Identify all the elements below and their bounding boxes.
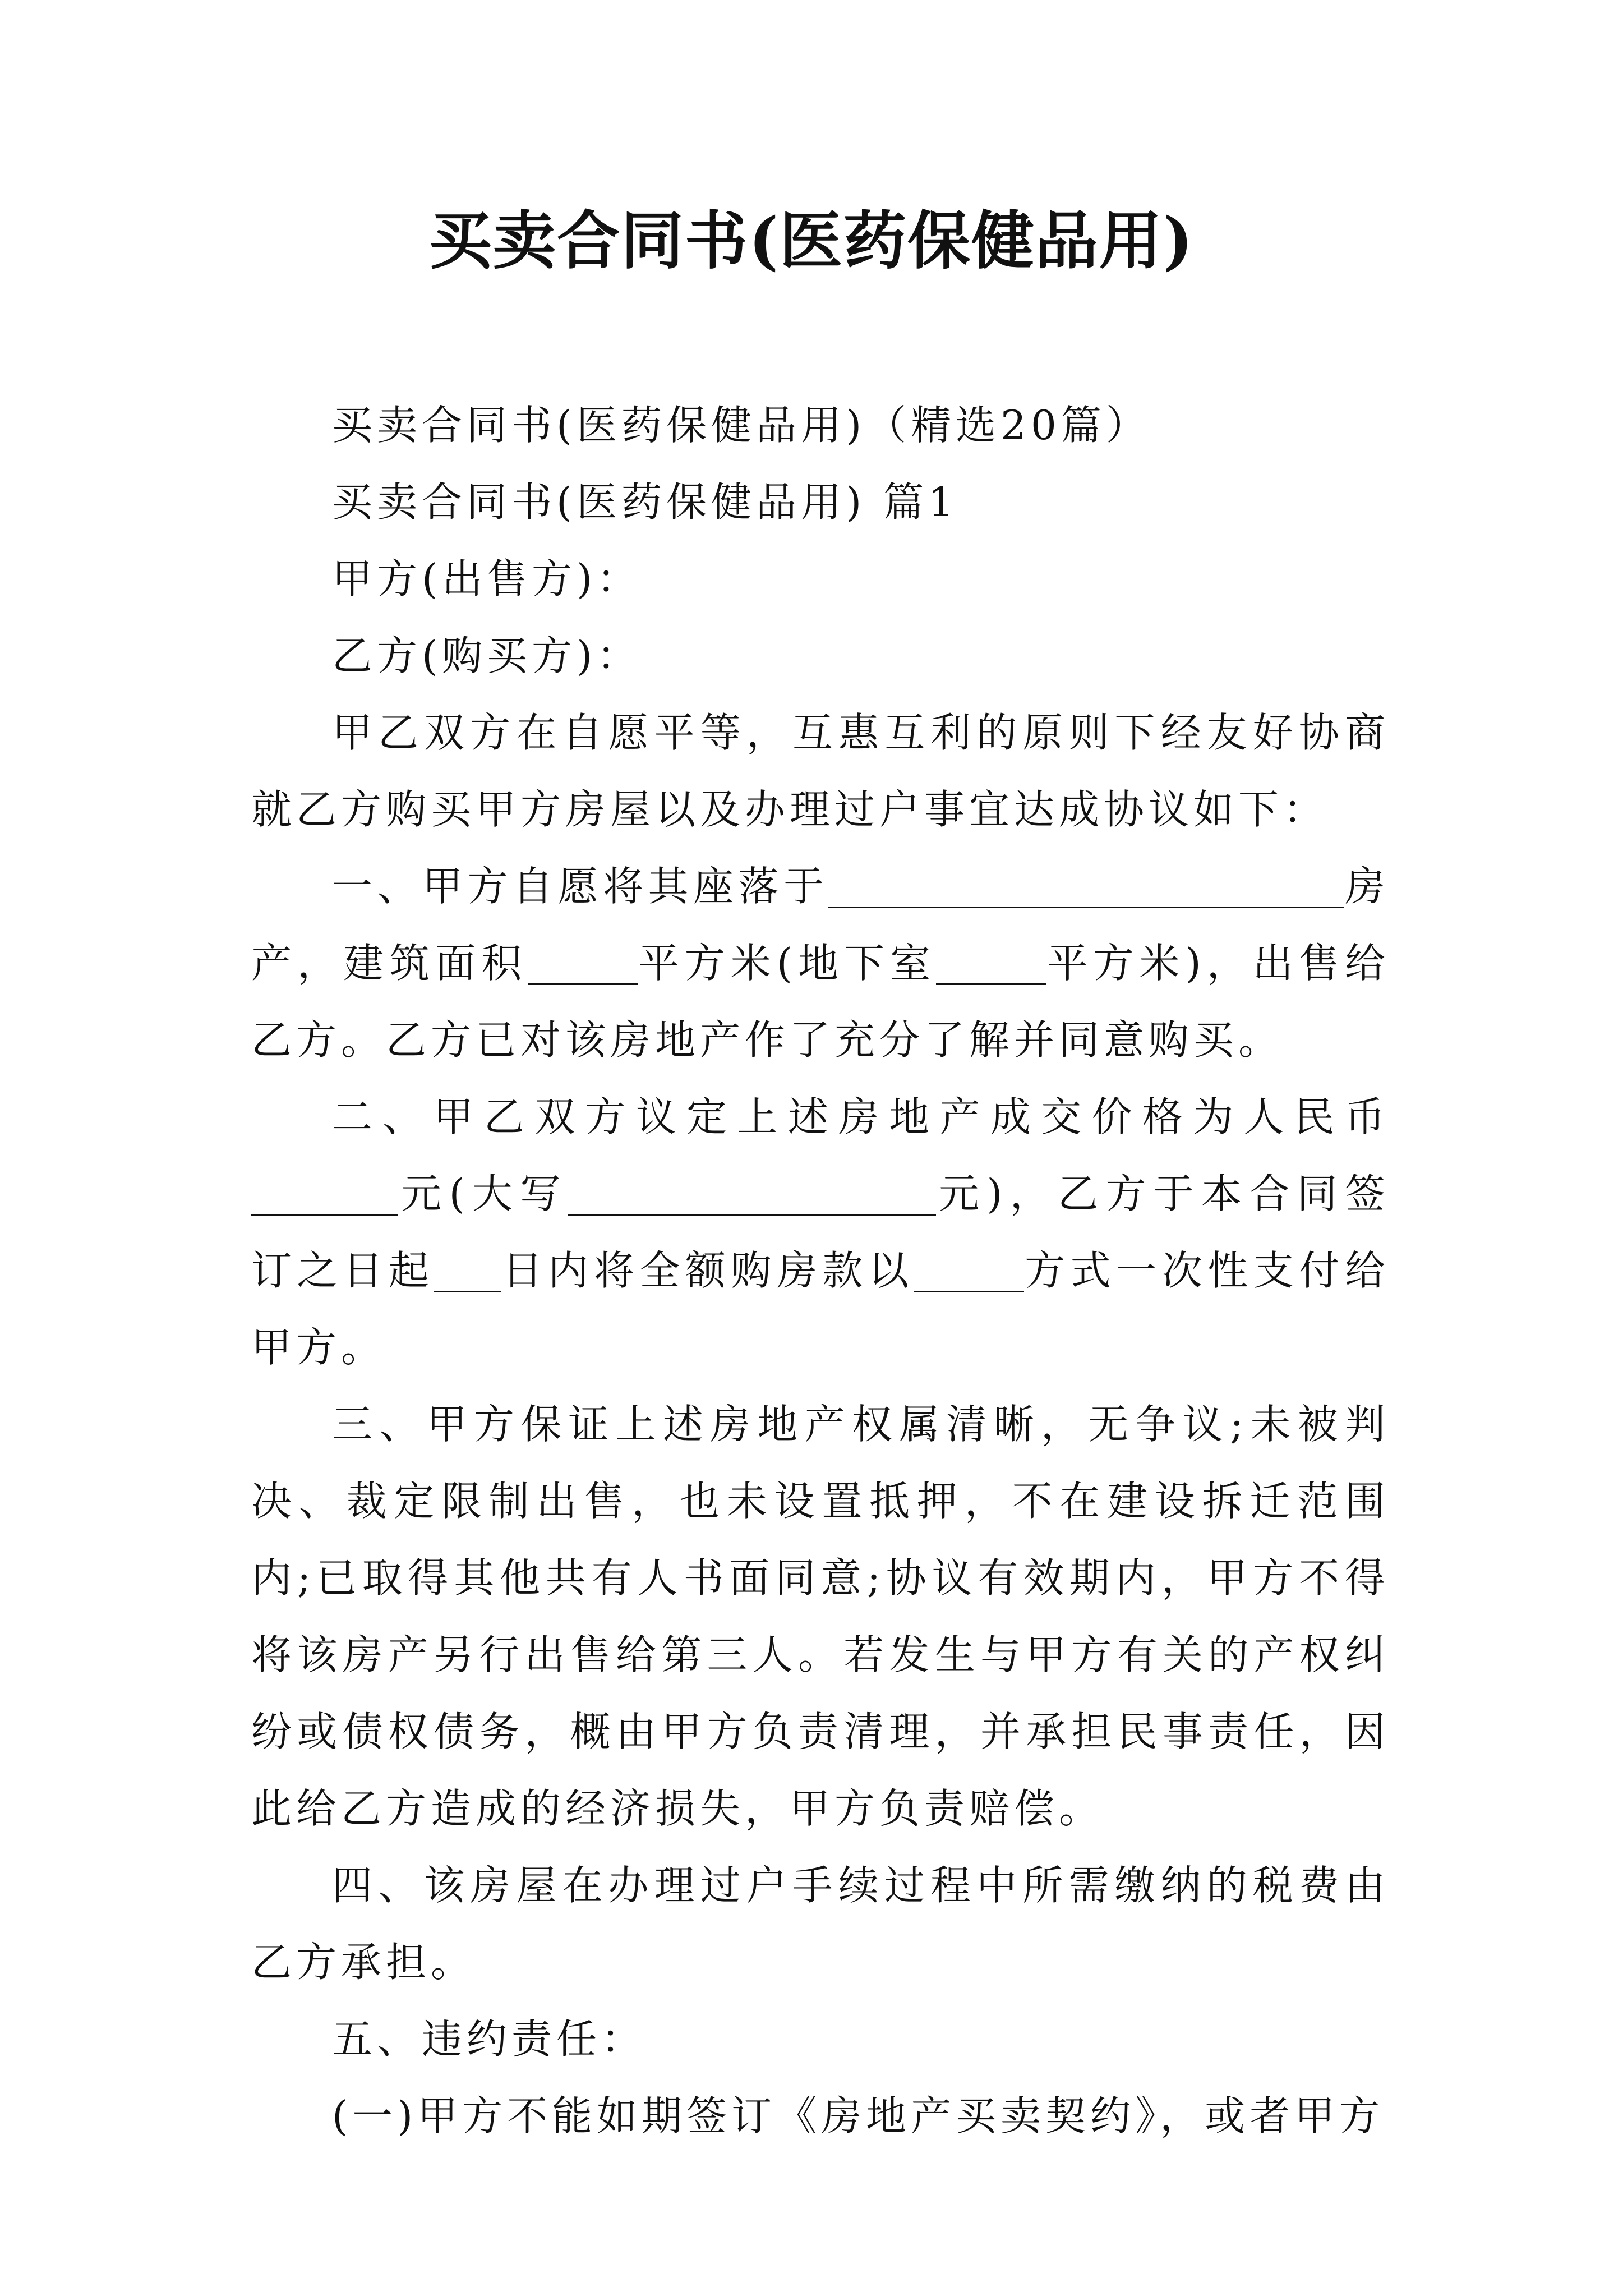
clause-5: 五、违约责任： [332, 2016, 647, 2063]
clause-2 [251, 1079, 1390, 1386]
clause-5-item-1: (一)甲方不能如期签订《房地产买卖契约》，或者甲方 [332, 2092, 1385, 2139]
building-area-blank [528, 938, 638, 985]
clause-1 [251, 848, 1390, 1079]
clause-2-text-e: 方式一次性支付给甲方。 [251, 1247, 1390, 1371]
clause-1-text-c: 平方米(地下室 [637, 940, 937, 987]
clause-2-text-c: 元)，乙方于本合同签订之日起 [251, 1170, 1390, 1294]
party-b-line: 乙方(购买方)： [332, 632, 642, 679]
payment-days-blank [434, 1246, 501, 1292]
clause-1-text-d: 平方米)，出售给乙方。乙方已对该房地产作了充分了解并同意购买。 [251, 940, 1390, 1064]
intro-paragraph: 甲乙双方在自愿平等，互惠互利的原则下经友好协商就乙方购买甲方房屋以及办理过户事宜达成协议如下： [251, 709, 1390, 833]
basement-area-blank [936, 938, 1046, 985]
payment-method-blank [914, 1246, 1024, 1292]
price-amount-blank [251, 1169, 398, 1216]
clause-3: 三、甲方保证上述房地产权属清晰，无争议;未被判决、裁定限制出售，也未设置抵押，不在建设拆迁范围内;已取得其他共有人书面同意;协议有效期内，甲方不得将该房产另行出售给第三人。若发生与甲方有关的产权纠纷或债权债务，概由甲方负责清理，并承担民事责任，因此给乙方造成的经济损失，甲方负责赔偿。 [251, 1401, 1390, 1832]
document-subtitle: 买卖合同书(医药保健品用)（精选20篇） [332, 402, 1151, 449]
clause-2-text-b: 元(大写 [398, 1170, 568, 1217]
clause-4: 四、该房屋在办理过户手续过程中所需缴纳的税费由乙方承担。 [251, 1862, 1390, 1986]
party-a-line: 甲方(出售方)： [332, 555, 642, 602]
section-heading: 买卖合同书(医药保健品用) 篇1 [332, 478, 958, 526]
clause-1-text-a: 一、甲方自愿将其座落于 [332, 863, 829, 910]
clause-1-text-b: 房产，建筑面积 [251, 863, 1390, 987]
document-body [251, 387, 1390, 2155]
price-uppercase-blank [568, 1169, 936, 1216]
property-location-blank [828, 862, 1344, 908]
clause-2-text-a: 二、甲乙双方议定上述房地产成交价格为人民币 [332, 1093, 1390, 1140]
document-title: 买卖合同书(医药保健品用) [429, 204, 1194, 278]
clause-2-text-d: 日内将全额购房款以 [501, 1247, 914, 1294]
